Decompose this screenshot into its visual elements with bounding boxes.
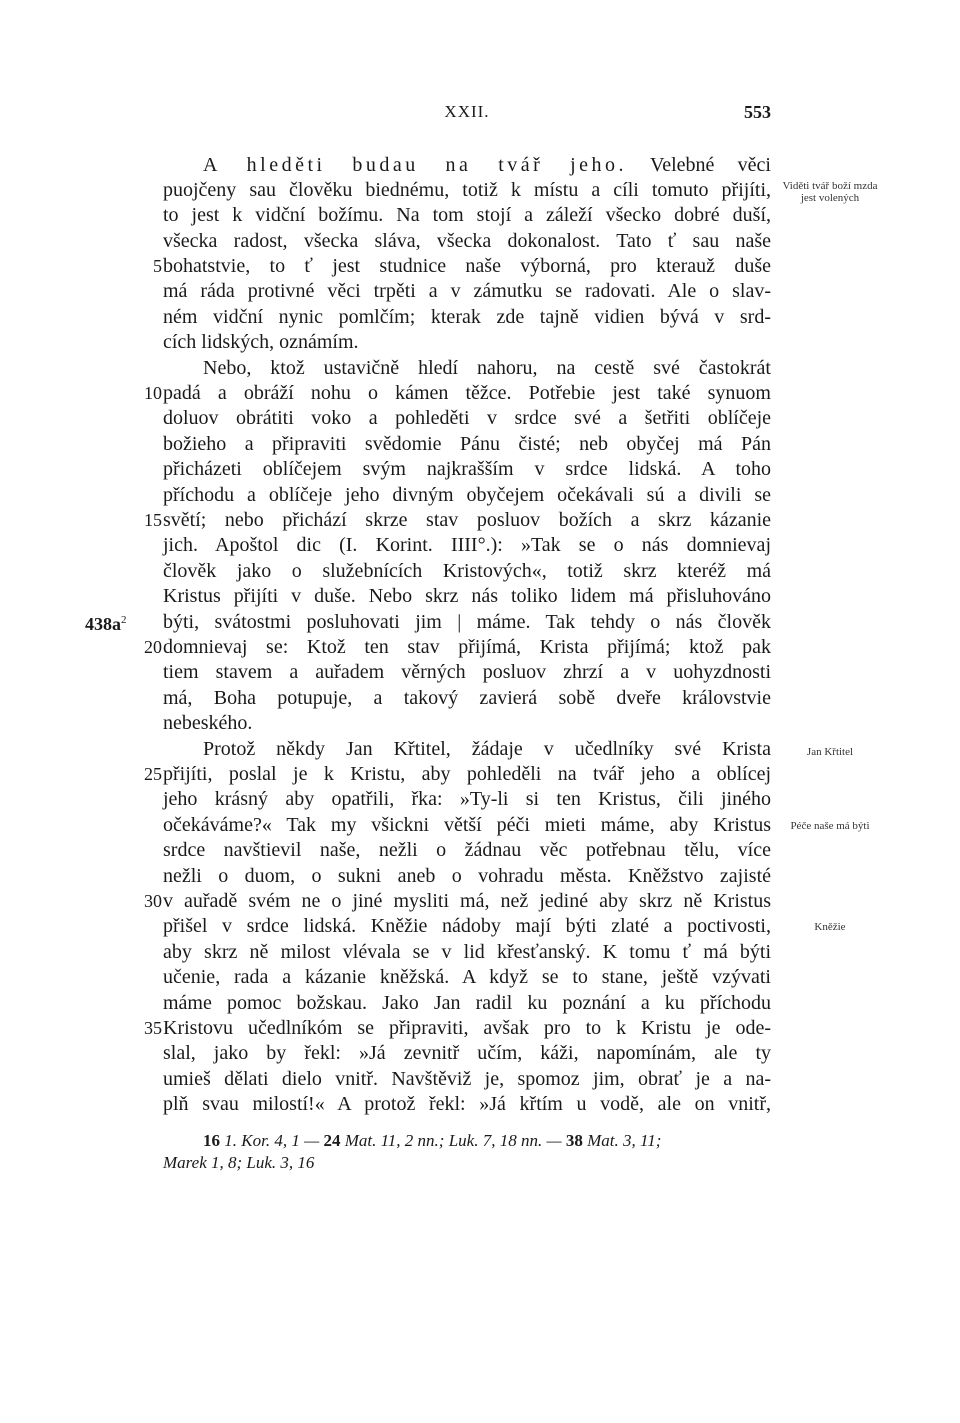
- text-line: Kristus přijíti v duše. Nebo skrz nás toliko lidem má přisluhováno: [163, 585, 771, 607]
- line-number: 25: [144, 764, 162, 784]
- text-line: umieš dělati dielo vnitř. Navštěviž je, spomoz jim, obrať je a na-: [163, 1068, 771, 1090]
- text-line: srdce navštievil naše, nežli o žádnau věc potřebnau tělu, více: [163, 839, 771, 861]
- text-line: slal, jako by řekl: »Já zevnitř učím, káži, napomínám, ale ty: [163, 1042, 771, 1064]
- text-line: býti, svátostmi posluhovati jim | máme. Tak tehdy o nás člověk: [163, 611, 771, 633]
- text-line: jeho krásný aby opatřili, řka: »Ty-li si ten Kristus, čili jiného: [163, 788, 771, 810]
- side-note-4: Kněžie: [814, 921, 846, 933]
- text-line: všecka radost, všecka sláva, všecka dokonalost. Tato ť sau naše: [163, 230, 771, 252]
- line-number: 20: [144, 637, 162, 657]
- text-line: má, Boha potupuje, a takový zavierá sobě dveře královstvie: [163, 687, 771, 709]
- text-line: bohatstvie, to ť jest studnice naše výborná, pro kterauž duše: [163, 255, 771, 277]
- text-line: cích lidských, oznámím.: [163, 331, 359, 353]
- text-line: domnievaj se: Ktož ten stav přijímá, Krista přijímá; ktož pak: [163, 636, 771, 658]
- line-number: 15: [144, 510, 162, 530]
- text-line: to jest k vidční božímu. Na tom stojí a záleží všecko dobré duší,: [163, 204, 771, 226]
- text-line: přijíti, poslal je k Kristu, aby pohleděli na tvář jeho a oblícej: [163, 763, 771, 785]
- line-number: 10: [144, 383, 162, 403]
- text-line: Nebo, ktož ustavičně hledí nahoru, na cestě své častokrát: [203, 357, 771, 379]
- text-line: Protož někdy Jan Křtitel, žádaje v učedlníky své Krista: [203, 738, 771, 760]
- text-line: má ráda protivné věci trpěti a v zámutku se radovati. Ale o slav-: [163, 280, 771, 302]
- line-number: 35: [144, 1018, 162, 1038]
- text-line: doluov obrátiti voko a pohleděti v srdce své a šetřiti oblíčeje: [163, 407, 771, 429]
- side-note-2: Jan Křtitel: [806, 746, 854, 758]
- side-note-1: Viděti tvář boží mzda jest volených: [782, 180, 878, 204]
- side-note-3: Péče naše má býti: [790, 820, 870, 832]
- text-line: plň svau milostí!« A protož řekl: »Já křtím u vodě, ale on vnitř,: [163, 1093, 771, 1115]
- running-header: [163, 102, 771, 126]
- text-line: puojčeny sau člověku biednému, totiž k místu a cíli tomuto přijíti,: [163, 179, 771, 201]
- text-line: příchodu a oblíčeje jeho divným obyčejem očekávali sú a divili se: [163, 484, 771, 506]
- text-line: padá a obráží nohu o kámen těžce. Potřebie jest také synuom: [163, 382, 771, 404]
- text-line: přicházeti oblíčejem svým najkrašším v srdce lidská. A toho: [163, 458, 771, 480]
- page-number: 553: [744, 102, 771, 122]
- chapter-heading: XXII.: [444, 102, 490, 121]
- text-line: ném vidční nynic pomlčím; kterak zde tajně vidien bývá v srd-: [163, 306, 771, 328]
- text-line: Kristovu učedlníkóm se připraviti, avšak pro to k Kristu je ode-: [163, 1017, 771, 1039]
- text-line: očekáváme?« Tak my všickni větší péči mieti máme, aby Kristus: [163, 814, 771, 836]
- text-line: aby skrz ně milost vlévala se v lid křesťanský. K tomu ť má býti: [163, 941, 771, 963]
- margin-reference: $438a^2$: [85, 614, 127, 634]
- line-number: 30: [144, 891, 162, 911]
- text-line: jich. Apoštol dic (I. Korint. IIII°.): »Tak se o nás domnievaj: [163, 534, 771, 556]
- text-line: přišel v srdce lidská. Kněžie nádoby mají býti zlaté a poctivosti,: [163, 915, 771, 937]
- text-line: učenie, rada a kázanie kněžská. A když se to stane, ještě vzývati: [163, 966, 771, 988]
- text-line: nebeského.: [163, 712, 253, 734]
- text-line: v auřadě svém ne o jiné mysliti má, než jediné aby skrz ně Kristus: [163, 890, 771, 912]
- text-line: tiem stavem a auřadem věrných posluov zhrzí a v uohyzdnosti: [163, 661, 771, 683]
- footnote-line-2: Marek 1, 8; Luk. 3, 16: [163, 1153, 315, 1172]
- text-line: A hleděti budau na tvář jeho. Velebné věci: [203, 154, 771, 176]
- text-line: světí; nebo přichází skrze stav posluov božích a skrz kázanie: [163, 509, 771, 531]
- line-number: 5: [153, 256, 162, 276]
- text-line: máme pomoc božskau. Jako Jan radil ku poznání a ku příchodu: [163, 992, 771, 1014]
- text-line: člověk jako o služebnících Kristových«, totiž skrz kteréž má: [163, 560, 771, 582]
- footnote-line-1: 16 1. Kor. 4, 1 — 24 Mat. 11, 2 nn.; Luk. 7, 18 nn. — 38 Mat. 3, 11;: [203, 1131, 662, 1150]
- text-line: božieho a připraviti svědomie Pánu čisté; neb obyčej má Pán: [163, 433, 771, 455]
- text-line: nežli o duom, o sukni aneb o vohradu města. Kněžstvo zajisté: [163, 865, 771, 887]
